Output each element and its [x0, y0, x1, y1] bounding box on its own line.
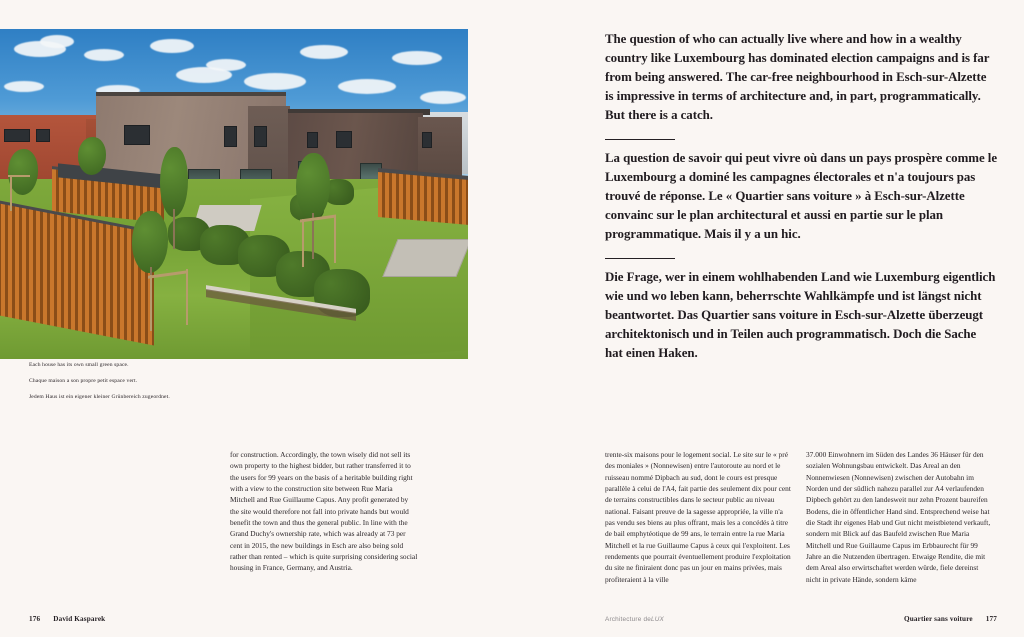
window [36, 129, 50, 142]
page-number-right: 177 [985, 615, 997, 623]
intro-en-text: The question of who can actually live where and how in a wealthy country like Luxembourg has dominated election campaigns and is far from being answered. The car-free neighbourhood in Esch-sur-Alzette is impressive in terms of architecture and, in part, programmatically. But there is a catch. [605, 32, 990, 122]
window [224, 126, 237, 147]
intro-de [605, 268, 997, 363]
window [124, 125, 150, 145]
cloud [206, 59, 246, 71]
intro-de-text: Die Frage, wer in einem wohlhabenden Land wie Luxemburg eigentlich wie und wo leben kann, beherrschte Wahlkämpfe und ist längst nicht beantwortet. Das Quartier sans voiture in Esch-sur-Alzette überzeugt architektonisch und in Teilen auch programmatisch. Doch die Sache hat einen Haken. [605, 270, 996, 360]
intro-fr-text: La question de savoir qui peut vivre où dans un pays prospère comme le Luxembourg a dominé les campagnes électorales et n'a toujours pas trouvé de réponse. Le « Quartier sans voiture » à Esch-sur-Alzette convainc sur le plan architectural et aussi en partie sur le plan programmatique. Mais il y a un hic. [605, 151, 997, 241]
tree-stake [302, 219, 304, 267]
article-photo [0, 29, 468, 359]
footer-right-page [904, 615, 997, 623]
page-number-left: 176 [29, 615, 41, 623]
cloud [338, 79, 396, 94]
cloud [244, 73, 306, 90]
photo-illustration [0, 29, 468, 359]
body-column-german [806, 449, 994, 585]
running-head [605, 616, 664, 623]
cloud [420, 91, 466, 104]
tree-trunk [173, 209, 175, 249]
running-head-suffix: LUX [650, 616, 665, 623]
body-text-fr: trente-six maisons pour le logement social. Le site sur le « pré des moniales » (Nonnewisen) entre l'autoroute au nord et le ruisseau nommé Dipbach au sud, dont le cours est presque parallèle à celui de l'A4, fait partie des seulement dix pour cent de terrains constructibles dans le secteur public au niveau national. Faisant preuve de la sagesse appropriée, la ville n'a pas vendu ses biens au plus offrant, mais les a concédés à titre de bail emphytéotique de 99 ans, le terrain entre la rue Maria Mitchell et la rue Guillaume Capus à ceux qui l'exploitent. Les rendements que pourrait éventuellement produire l'exploitation du site ne finiraient donc pas un jour en mains privées, mais profiteraient à la ville [605, 450, 791, 584]
tree-stake [186, 269, 188, 325]
article-intro [605, 30, 997, 363]
tree-stake [10, 177, 12, 211]
article-title: Quartier sans voiture [903, 615, 973, 623]
cloud [392, 51, 442, 65]
cloud [4, 81, 44, 92]
cloud [84, 49, 124, 61]
cloud [40, 35, 74, 48]
caption-de: Jedem Haus ist ein eigener kleiner Grünbereich zugeordnet. [29, 394, 170, 401]
gravel-terrace [382, 239, 468, 277]
wooden-slat-fence [378, 171, 468, 225]
cloud [300, 45, 348, 59]
body-column-french [605, 449, 793, 585]
intro-divider [605, 258, 675, 260]
intro-fr [605, 149, 997, 244]
window [4, 129, 30, 142]
footer-left-page [29, 615, 105, 623]
body-column-english [230, 449, 418, 574]
tree-stake [150, 275, 152, 331]
intro-divider [605, 139, 675, 141]
cloud [150, 39, 194, 53]
caption-fr: Chaque maison a son propre petit espace vert. [29, 378, 138, 385]
body-text-en: for construction. Accordingly, the town wisely did not sell its own property to the highest bidder, but rather transferred it to the users for 99 years on the basis of a heritable building right with a view to the construction site between Rue Maria Mitchell and Rue Guillaume Capus. Any profit generated by the site would therefore not fall into private hands but would benefit the town and thus the general public. In line with the Grand Duchy's ownership rate, which was already at 73 per cent in 2015, the new buildings in Esch are also being sold rather than rented – which is quite surprising considering social housing in France, Germany, and Austria. [230, 450, 418, 573]
window [307, 132, 318, 148]
author-name: David Kasparek [53, 615, 106, 623]
window [422, 132, 432, 148]
window [336, 131, 352, 148]
tree-stake [334, 215, 336, 263]
caption-en: Each house has its own small green space. [29, 362, 129, 368]
body-text-de: 37.000 Einwohnern im Süden des Landes 36 Häuser für den sozialen Wohnungsbau entwickelt. Das Areal an den Nonnenwiesen (Nonnewisen) zwischen der Autobahn im Norden und der südlich nahezu parallel zur A4 verlaufenden Dipbech gehört zu den landesweit nur zehn Prozent baureifen Bodens, die in öffentlicher Hand sind. Entsprechend weise hat die Stadt ihr eigenes Hab und Gut nicht meistbietend verkauft, sondern mit Blick auf das Baufeld zwischen Rue Maria Mitchell und Rue Guillaume Capus im Erbbaurecht für 99 Jahre an die Nutzenden übertragen. Etwaige Rendite, die mit dem Areal also erwirtschaftet werden würde, fiele dereinst nicht in private Hände, sondern käme [806, 450, 991, 584]
running-head-prefix: Architecture de [605, 616, 651, 623]
intro-en [605, 30, 997, 125]
window [254, 126, 267, 147]
photo-caption [29, 361, 179, 409]
